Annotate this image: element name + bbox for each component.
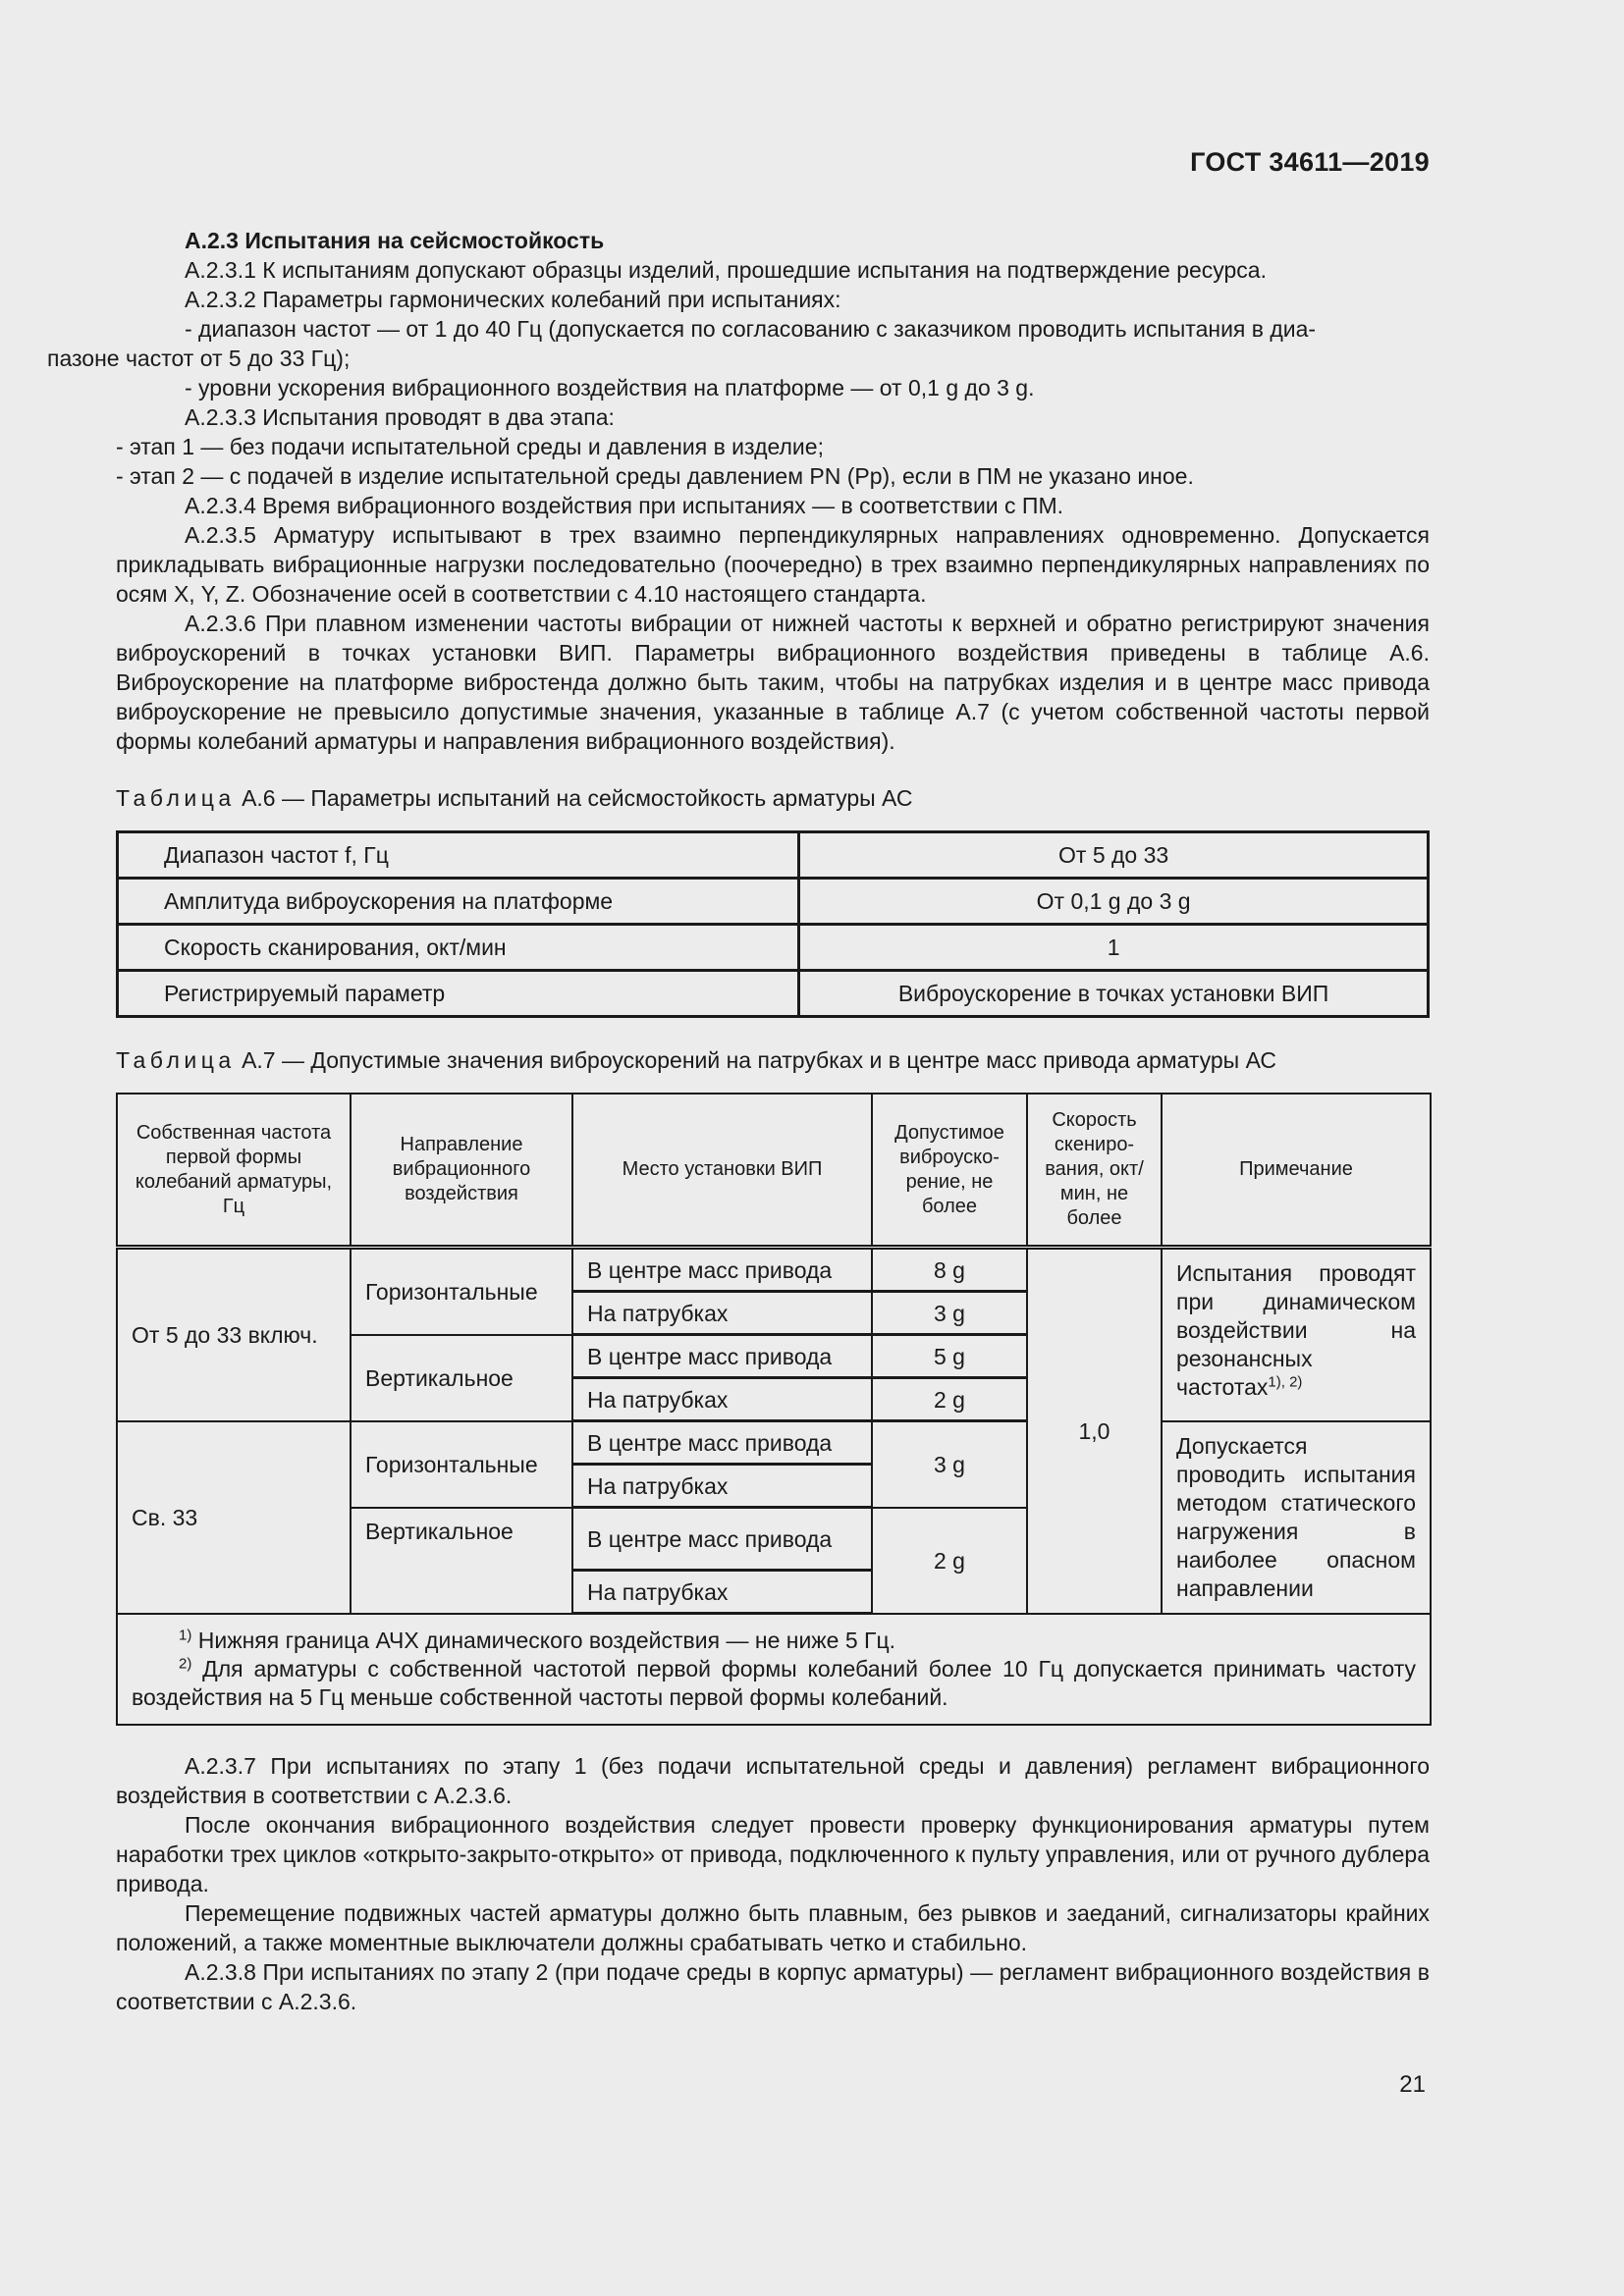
table-a6-value: 1 [799, 925, 1429, 971]
bullet-stage-2: - этап 2 — с подачей в изделие испытательной среды давлением PN (Pр), если в ПМ не указано иное. [116, 463, 1194, 489]
paragraph-a235: А.2.3.5 Арматуру испытывают в трех взаимно перпендикулярных направлениях одновременно. Допускается прикладывать вибрационные нагрузки последовательно (поочередно) в трех взаимно перпендикулярных направлениях по осям X, Y, Z. Обозначение осей в соответствии с 4.10 настоящего стандарта. [116, 522, 1430, 607]
table-a6-value: От 5 до 33 [799, 832, 1429, 879]
header-scan-speed: Скорость скениро-вания, окт/мин, не более [1027, 1094, 1162, 1248]
loc-center-4: В центре масс привода [572, 1508, 872, 1571]
table-a6-param: Амплитуда виброускорения на платформе [118, 879, 799, 925]
section-heading: А.2.3 Испытания на сейсмостойкость [185, 228, 605, 253]
table-a6-row [118, 832, 1429, 879]
bullet-frequency-range: - диапазон частот — от 1 до 40 Гц (допускается по согласованию с заказчиком проводить испытания в диа- пазоне частот от 5 до 33 Гц); [47, 316, 1317, 371]
header-note: Примечание [1162, 1094, 1431, 1248]
note-static: Допускается проводить испытания методом статического нагружения в наиболее опасном направлении [1162, 1421, 1431, 1614]
table-a6-param: Диапазон частот f, Гц [118, 832, 799, 879]
table-a6-caption: Таблица А.6 — Параметры испытаний на сейсмостойкость арматуры АС [116, 785, 913, 811]
table-a6-param: Регистрируемый параметр [118, 971, 799, 1017]
bullet-acceleration-levels: - уровни ускорения вибрационного воздействия на платформе — от 0,1 g до 3 g. [185, 375, 1035, 400]
table-footnotes [117, 1614, 1431, 1726]
paragraph-functional-check: После окончания вибрационного воздействия следует провести проверку функционирования арматуры путем наработки трех циклов «открыто-закрыто-открыто» от привода, подключенного к пульту управления, или от ручного дублера привода. [116, 1812, 1430, 1896]
loc-pipes-2: На патрубках [572, 1378, 872, 1421]
table-a6-row [118, 879, 1429, 925]
dir-horizontal-1: Горизонтальные [351, 1248, 572, 1335]
loc-center-1: В центре масс привода [572, 1248, 872, 1292]
header-location: Место установки ВИП [572, 1094, 872, 1248]
standard-designation: ГОСТ 34611—2019 [1190, 147, 1430, 177]
bullet-stage-1: - этап 1 — без подачи испытательной среды и давления в изделие; [116, 434, 824, 459]
loc-pipes-4: На патрубках [572, 1571, 872, 1614]
paragraph-a231: А.2.3.1 К испытаниям допускают образцы изделий, прошедшие испытания на подтверждение ресурса. [185, 257, 1267, 283]
dir-vertical-1: Вертикальное [351, 1335, 572, 1421]
table-a6-param: Скорость сканирования, окт/мин [118, 925, 799, 971]
paragraph-a236: А.2.3.6 При плавном изменении частоты вибрации от нижней частоты к верхней и обратно регистрируют значения виброускорений в точках установки ВИП. Параметры вибрационного воздействия приведены в таблице А.6. Виброускорение на платформе вибростенда должно быть таким, чтобы на патрубках изделия и в центре масс привода виброускорение не превысило допустимые значения, указанные в таблице А.7 (с учетом собственной частоты первой формы колебаний арматуры и направления вибрационного воздействия). [116, 611, 1430, 754]
paragraph-a237: А.2.3.7 При испытаниях по этапу 1 (без подачи испытательной среды и давления) регламент вибрационного воздействия в соответствии с А.2.3.6. [116, 1753, 1430, 1808]
table-a6 [116, 830, 1430, 1018]
footnote-2: $^{2)}$ Для арматуры с собственной частотой первой формы колебаний более 10 Гц допускается принимать частоту воздействия на 5 Гц меньше собственной частоты первой формы колебаний. [132, 1655, 1416, 1710]
header-allowable-acceleration: Допустимое виброуско-рение, не более [872, 1094, 1027, 1248]
page-number: 21 [1399, 2071, 1426, 2098]
table-a6-value: От 0,1 g до 3 g [799, 879, 1429, 925]
acc-2: 3 g [872, 1292, 1027, 1335]
loc-pipes-3: На патрубках [572, 1465, 872, 1508]
acc-6: 2 g [872, 1508, 1027, 1614]
header-direction: Направление вибрационного воздействия [351, 1094, 572, 1248]
table-a6-row [118, 971, 1429, 1017]
acc-4: 2 g [872, 1378, 1027, 1421]
freq-cell-over-33: Св. 33 [117, 1421, 351, 1614]
dir-vertical-2: Вертикальное [351, 1508, 572, 1614]
acc-5: 3 g [872, 1421, 1027, 1508]
paragraph-moving-parts: Перемещение подвижных частей арматуры должно быть плавным, без рывков и заеданий, сигнализаторы крайних положений, а также моментные выключатели должны срабатывать четко и стабильно. [116, 1900, 1430, 1955]
document-body [47, 226, 1430, 2016]
freq-cell-5-33: От 5 до 33 включ. [117, 1248, 351, 1421]
table-a6-row [118, 925, 1429, 971]
loc-pipes-1: На патрубках [572, 1292, 872, 1335]
paragraph-a234: А.2.3.4 Время вибрационного воздействия при испытаниях — в соответствии с ПМ. [185, 493, 1064, 518]
loc-center-3: В центре масс привода [572, 1421, 872, 1465]
acc-1: 8 g [872, 1248, 1027, 1292]
paragraph-a238: А.2.3.8 При испытаниях по этапу 2 (при подаче среды в корпус арматуры) — регламент вибрационного воздействия в соответствии с А.2.3.6. [116, 1959, 1430, 2014]
scan-speed-cell: 1,0 [1027, 1248, 1162, 1614]
footnote-1: $^{1)}$ Нижняя граница АЧХ динамического воздействия — не ниже 5 Гц. [179, 1627, 896, 1653]
header-natural-frequency: Собственная частота первой формы колебаний арматуры, Гц [117, 1094, 351, 1248]
acc-3: 5 g [872, 1335, 1027, 1378]
table-a7-caption: Таблица А.7 — Допустимые значения виброускорений на патрубках и в центре масс привода арматуры АС [116, 1047, 1277, 1073]
table-a6-value: Виброускорение в точках установки ВИП [799, 971, 1429, 1017]
note-resonance: Испытания проводят при динамическом воздействии на резонансных частотах$^{1), 2)}$ [1162, 1248, 1431, 1421]
loc-center-2: В центре масс привода [572, 1335, 872, 1378]
paragraph-a233: А.2.3.3 Испытания проводят в два этапа: [185, 404, 615, 430]
dir-horizontal-2: Горизонтальные [351, 1421, 572, 1508]
table-a7 [116, 1093, 1432, 1726]
paragraph-a232: А.2.3.2 Параметры гармонических колебаний при испытаниях: [185, 287, 841, 312]
